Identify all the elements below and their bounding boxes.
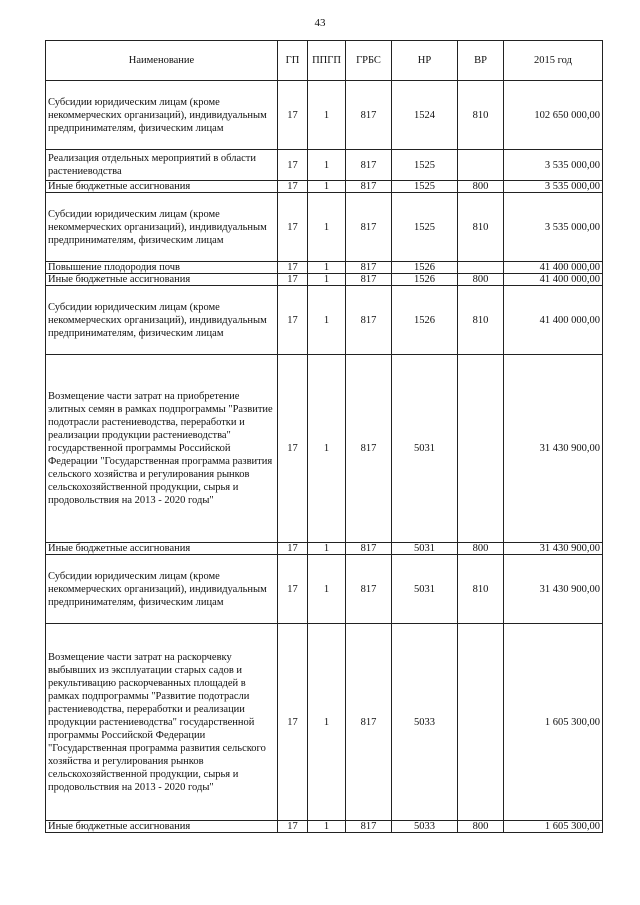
table-row xyxy=(46,821,603,833)
row-ppgp: 1 xyxy=(308,181,346,193)
table-row xyxy=(46,193,603,262)
row-name: Возмещение части затрат на раскорчевку выбывших из эксплуатации старых садов и рекультивацию раскорчеванных площадей в рамках подпрограммы "Развитие подотрасли растениеводства, переработки и реализации продукции растениеводства" государственной программы Российской Федерации "Государственная программа развития сельского хозяйства и регулирования рынков сельскохозяйственной продукции, сырья и продовольствия на 2013 - 2020 годы" xyxy=(46,624,278,821)
row-vr: 810 xyxy=(458,555,504,624)
row-gp: 17 xyxy=(278,262,308,274)
row-nr: 1525 xyxy=(392,150,458,181)
row-amount: 3 535 000,00 xyxy=(504,181,603,193)
row-amount: 1 605 300,00 xyxy=(504,624,603,821)
row-gp: 17 xyxy=(278,821,308,833)
row-ppgp: 1 xyxy=(308,543,346,555)
row-amount: 3 535 000,00 xyxy=(504,150,603,181)
row-ppgp: 1 xyxy=(308,821,346,833)
row-gp: 17 xyxy=(278,555,308,624)
row-amount: 41 400 000,00 xyxy=(504,274,603,286)
row-ppgp: 1 xyxy=(308,555,346,624)
row-grbs: 817 xyxy=(346,286,392,355)
header-nr: НР xyxy=(392,41,458,81)
row-ppgp: 1 xyxy=(308,274,346,286)
row-nr: 1526 xyxy=(392,262,458,274)
row-grbs: 817 xyxy=(346,181,392,193)
row-name: Иные бюджетные ассигнования xyxy=(46,274,278,286)
table-row xyxy=(46,355,603,543)
row-ppgp: 1 xyxy=(308,150,346,181)
row-vr xyxy=(458,624,504,821)
row-grbs: 817 xyxy=(346,150,392,181)
row-nr: 5031 xyxy=(392,355,458,543)
row-name: Повышение плодородия почв xyxy=(46,262,278,274)
row-gp: 17 xyxy=(278,624,308,821)
row-nr: 5031 xyxy=(392,543,458,555)
table-row xyxy=(46,81,603,150)
table-row xyxy=(46,286,603,355)
row-vr: 800 xyxy=(458,543,504,555)
row-gp: 17 xyxy=(278,286,308,355)
table-row xyxy=(46,274,603,286)
row-nr: 5031 xyxy=(392,555,458,624)
row-name: Иные бюджетные ассигнования xyxy=(46,181,278,193)
table-row xyxy=(46,555,603,624)
row-name: Возмещение части затрат на приобретение элитных семян в рамках подпрограммы "Развитие подотрасли растениеводства, переработки и реализации продукции растениеводства" государственной программы Российской Федерации "Государственная программа развития сельского хозяйства и регулирования рынков сельскохозяйственной продукции, сырья и продовольствия на 2013 - 2020 годы" xyxy=(46,355,278,543)
row-ppgp: 1 xyxy=(308,81,346,150)
row-grbs: 817 xyxy=(346,274,392,286)
row-ppgp: 1 xyxy=(308,355,346,543)
header-vr: ВР xyxy=(458,41,504,81)
row-nr: 5033 xyxy=(392,624,458,821)
row-ppgp: 1 xyxy=(308,624,346,821)
row-grbs: 817 xyxy=(346,543,392,555)
row-amount: 31 430 900,00 xyxy=(504,355,603,543)
table-header-row xyxy=(46,41,603,81)
table-row xyxy=(46,150,603,181)
row-gp: 17 xyxy=(278,193,308,262)
row-vr: 800 xyxy=(458,274,504,286)
row-grbs: 817 xyxy=(346,355,392,543)
row-name: Субсидии юридическим лицам (кроме некоммерческих организаций), индивидуальным предпринимателям, физическим лицам xyxy=(46,555,278,624)
row-name: Субсидии юридическим лицам (кроме некоммерческих организаций), индивидуальным предпринимателям, физическим лицам xyxy=(46,286,278,355)
row-name: Субсидии юридическим лицам (кроме некоммерческих организаций), индивидуальным предпринимателям, физическим лицам xyxy=(46,81,278,150)
row-amount: 41 400 000,00 xyxy=(504,286,603,355)
row-name: Иные бюджетные ассигнования xyxy=(46,821,278,833)
row-nr: 1526 xyxy=(392,286,458,355)
row-gp: 17 xyxy=(278,181,308,193)
row-vr xyxy=(458,150,504,181)
page-number: 43 xyxy=(314,17,326,29)
row-grbs: 817 xyxy=(346,81,392,150)
row-vr: 810 xyxy=(458,81,504,150)
row-vr: 810 xyxy=(458,193,504,262)
row-amount: 1 605 300,00 xyxy=(504,821,603,833)
row-vr: 810 xyxy=(458,286,504,355)
row-amount: 102 650 000,00 xyxy=(504,81,603,150)
row-nr: 1525 xyxy=(392,181,458,193)
row-grbs: 817 xyxy=(346,821,392,833)
row-ppgp: 1 xyxy=(308,286,346,355)
row-vr xyxy=(458,355,504,543)
table-row xyxy=(46,181,603,193)
row-amount: 3 535 000,00 xyxy=(504,193,603,262)
row-gp: 17 xyxy=(278,150,308,181)
header-ppgp: ППГП xyxy=(308,41,346,81)
row-amount: 31 430 900,00 xyxy=(504,555,603,624)
table-row xyxy=(46,543,603,555)
row-grbs: 817 xyxy=(346,262,392,274)
row-vr xyxy=(458,262,504,274)
header-name: Наименование xyxy=(46,41,278,81)
row-grbs: 817 xyxy=(346,555,392,624)
row-gp: 17 xyxy=(278,81,308,150)
row-vr: 800 xyxy=(458,821,504,833)
table-row xyxy=(46,624,603,821)
row-nr: 5033 xyxy=(392,821,458,833)
row-nr: 1525 xyxy=(392,193,458,262)
header-year: 2015 год xyxy=(504,41,603,81)
row-name: Реализация отдельных мероприятий в области растениеводства xyxy=(46,150,278,181)
row-gp: 17 xyxy=(278,543,308,555)
row-name: Иные бюджетные ассигнования xyxy=(46,543,278,555)
row-gp: 17 xyxy=(278,355,308,543)
header-gp: ГП xyxy=(278,41,308,81)
row-ppgp: 1 xyxy=(308,262,346,274)
budget-table xyxy=(45,40,603,833)
table-row xyxy=(46,262,603,274)
row-grbs: 817 xyxy=(346,193,392,262)
row-grbs: 817 xyxy=(346,624,392,821)
row-gp: 17 xyxy=(278,274,308,286)
row-amount: 31 430 900,00 xyxy=(504,543,603,555)
row-ppgp: 1 xyxy=(308,193,346,262)
row-nr: 1526 xyxy=(392,274,458,286)
row-amount: 41 400 000,00 xyxy=(504,262,603,274)
row-vr: 800 xyxy=(458,181,504,193)
header-grbs: ГРБС xyxy=(346,41,392,81)
row-nr: 1524 xyxy=(392,81,458,150)
row-name: Субсидии юридическим лицам (кроме некоммерческих организаций), индивидуальным предпринимателям, физическим лицам xyxy=(46,193,278,262)
